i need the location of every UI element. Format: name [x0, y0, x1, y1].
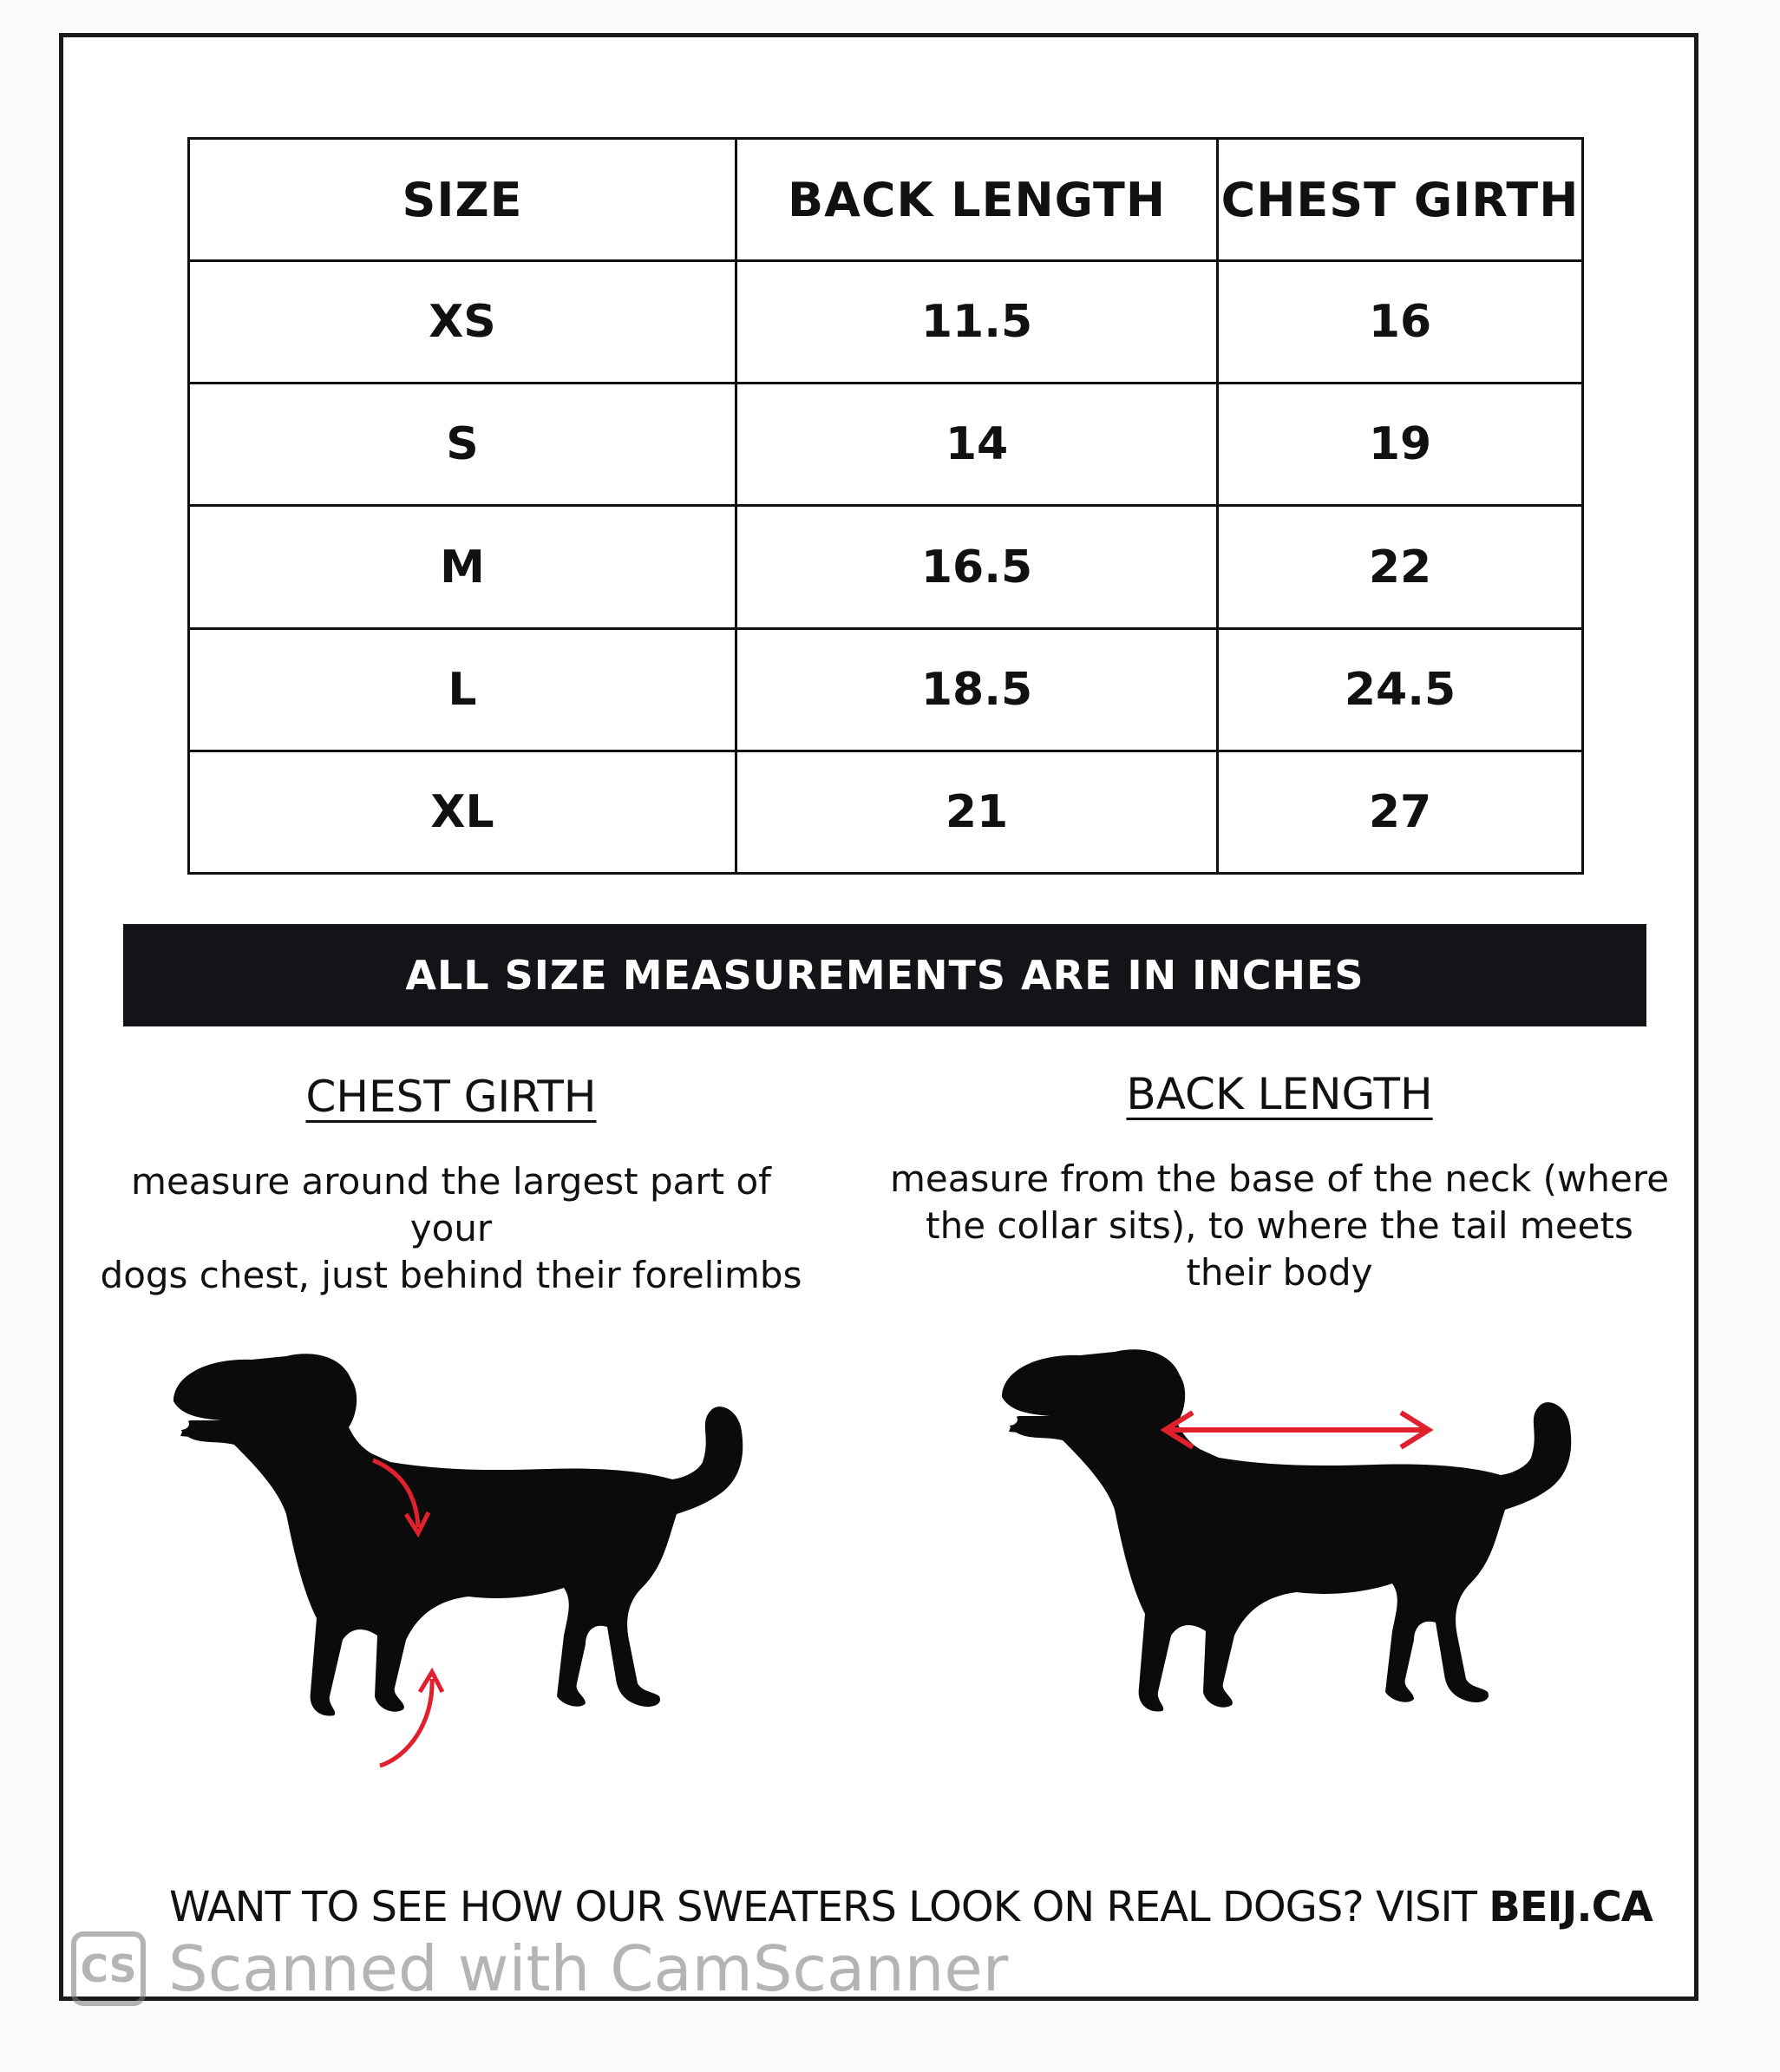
units-banner	[123, 924, 1646, 1026]
chest-girth-heading: CHEST GIRTH	[305, 1072, 597, 1122]
table-row	[189, 384, 1583, 506]
description-line: measure around the largest part of your	[131, 1160, 771, 1249]
dog-silhouette	[1000, 1349, 1571, 1711]
back-length-section	[885, 1069, 1674, 1296]
table-row	[189, 751, 1583, 873]
back-length-cell: 16.5	[736, 506, 1218, 628]
footer-text: WANT TO SEE HOW OUR SWEATERS LOOK ON REAL DOGS? VISIT	[169, 1883, 1489, 1931]
back-length-dog-illustration	[985, 1336, 1609, 1822]
table-row	[189, 506, 1583, 628]
table-row	[189, 261, 1583, 384]
back-length-cell: 18.5	[736, 628, 1218, 751]
description-line: the collar sits), to where the tail meets	[926, 1204, 1633, 1247]
back-length-heading: BACK LENGTH	[1126, 1069, 1433, 1119]
description-line: their body	[1186, 1251, 1373, 1294]
chest-girth-cell: 22	[1218, 506, 1583, 628]
table-row	[189, 628, 1583, 751]
website-link[interactable]: BEIJ.CA	[1489, 1883, 1652, 1931]
back-length-cell: 11.5	[736, 261, 1218, 384]
header-back-length: BACK LENGTH	[736, 139, 1218, 261]
description-line: dogs chest, just behind their forelimbs	[100, 1254, 802, 1296]
footer-cta	[169, 1883, 1652, 1931]
back-length-description	[885, 1156, 1674, 1296]
chest-girth-description	[87, 1158, 815, 1299]
chest-girth-dog-illustration	[156, 1341, 781, 1826]
chest-girth-cell: 19	[1218, 384, 1583, 506]
camscanner-watermark	[71, 1931, 1008, 2006]
size-cell: S	[189, 384, 736, 506]
back-length-cell: 14	[736, 384, 1218, 506]
table-header-row	[189, 139, 1583, 261]
camscanner-logo-icon: CS	[71, 1931, 146, 2006]
chest-girth-cell: 27	[1218, 751, 1583, 873]
back-length-cell: 21	[736, 751, 1218, 873]
size-cell: M	[189, 506, 736, 628]
size-cell: XL	[189, 751, 736, 873]
header-size: SIZE	[189, 139, 736, 261]
chest-girth-cell: 16	[1218, 261, 1583, 384]
chest-girth-section	[87, 1072, 815, 1299]
size-chart-table	[187, 137, 1584, 875]
header-chest-girth: CHEST GIRTH	[1218, 139, 1583, 261]
chest-girth-cell: 24.5	[1218, 628, 1583, 751]
description-line: measure from the base of the neck (where	[889, 1157, 1670, 1200]
dog-silhouette	[172, 1354, 743, 1715]
units-banner-text: ALL SIZE MEASUREMENTS ARE IN INCHES	[405, 952, 1364, 999]
size-cell: XS	[189, 261, 736, 384]
size-cell: L	[189, 628, 736, 751]
watermark-text: Scanned with CamScanner	[168, 1932, 1009, 2005]
